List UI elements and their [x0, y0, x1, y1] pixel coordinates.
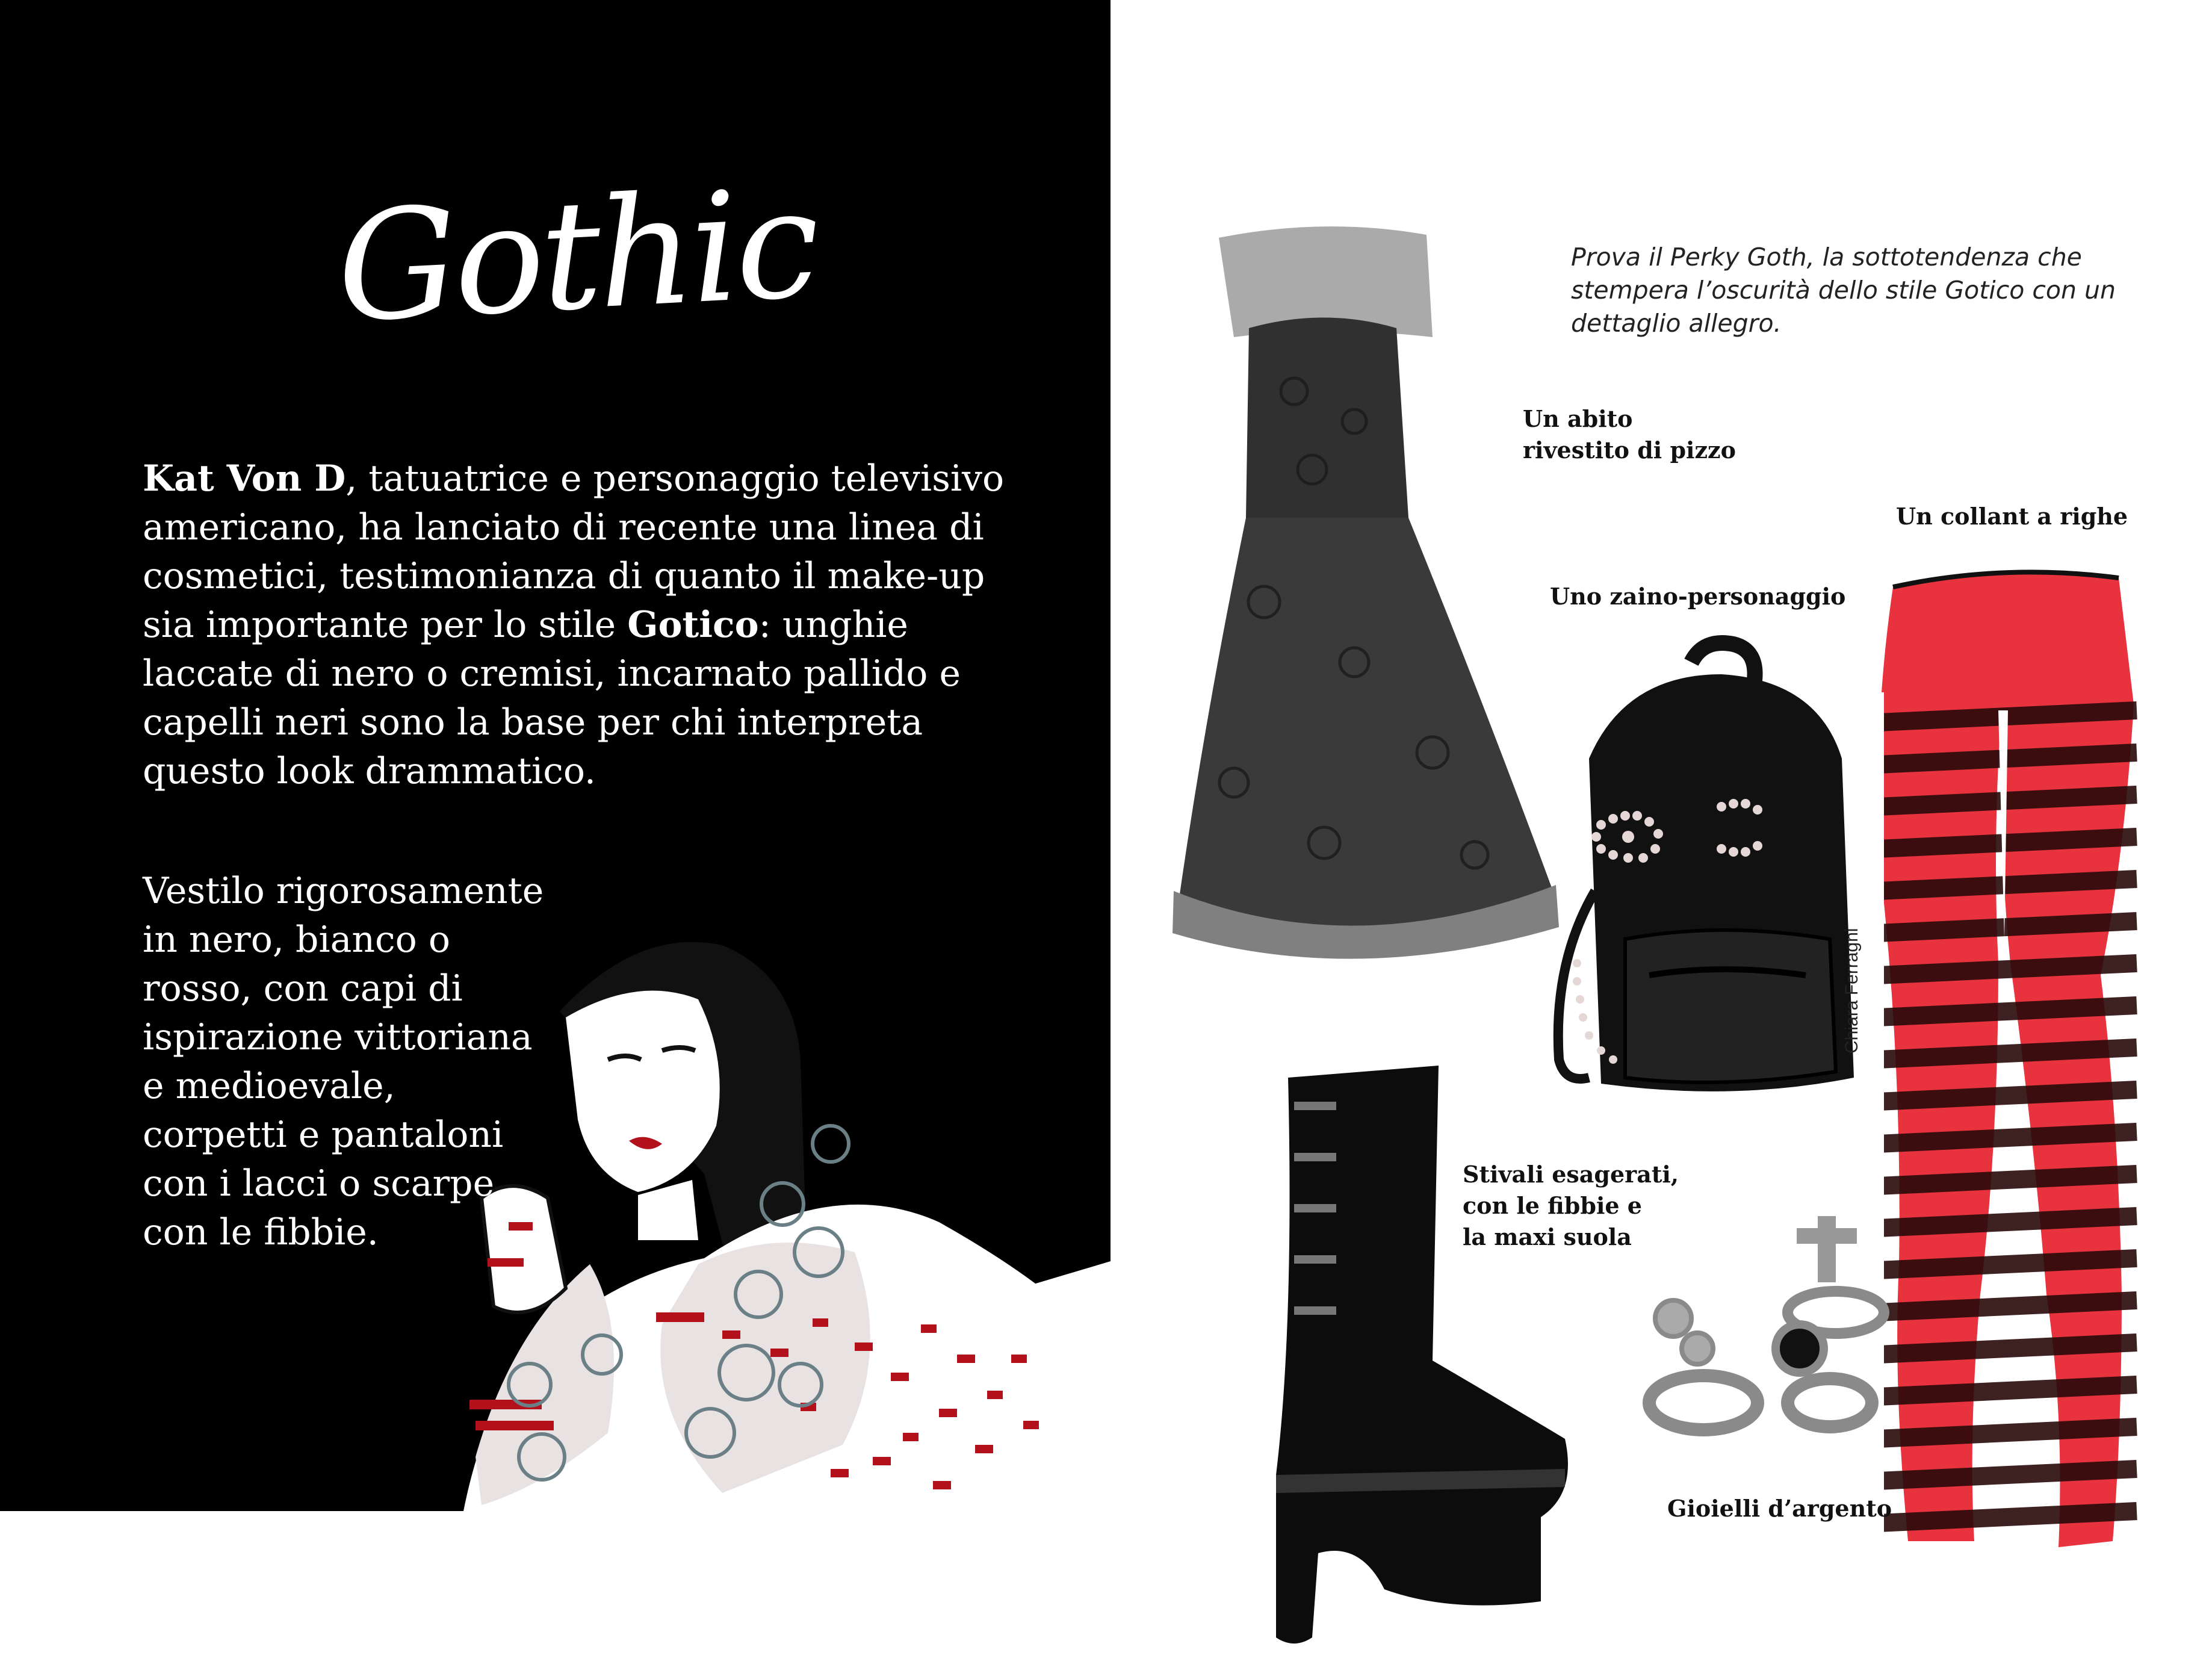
jewelry-illustration: [1649, 1216, 1884, 1430]
backpack-illustration: [1558, 643, 1854, 1091]
page-title: Gothic: [332, 155, 820, 356]
dress-illustration: [1173, 226, 1559, 958]
label-boots: Stivali esagerati, con le fibbie e la maxi suola: [1463, 1161, 1679, 1250]
style-gotico: Gotico: [627, 604, 759, 646]
dress-advice-paragraph: Vestilo rigorosamente in nero, bianco o rosso, con capi di ispirazione vittoriana e medioevale, corpetti e pantaloni con i lacci o scarpe con le fibbie.: [143, 870, 544, 1253]
label-tights: Un collant a righe: [1896, 503, 2128, 530]
boot-illustration: [1276, 1066, 1568, 1644]
name-kat-von-d: Kat Von D: [143, 458, 346, 500]
paragraph-text-1: , tatuatrice e personaggio televisivo americano, ha lanciato di recente una linea di cosmetici, testimonianza di quanto il make-up sia importante per lo stile: [143, 458, 1005, 646]
paragraph-text-2: : unghie laccate di nero o cremisi, incarnato pallido e capelli neri sono la base per chi interpreta questo look drammatico.: [143, 604, 961, 792]
intro-paragraph: [143, 455, 1009, 796]
tights-illustration: [1866, 572, 2137, 1565]
label-jewels: Gioielli d’argento: [1667, 1495, 1892, 1522]
backpack-credit: Chiara Ferragni: [1842, 928, 1862, 1054]
perky-goth-intro: Prova il Perky Goth, la sottotendenza che stempera l’oscurità dello stile Gotico con un dettaglio allegro.: [1571, 243, 2116, 338]
label-backpack: Uno zaino-personaggio: [1550, 583, 1846, 610]
label-dress: Un abito rivestito di pizzo: [1523, 405, 1736, 464]
